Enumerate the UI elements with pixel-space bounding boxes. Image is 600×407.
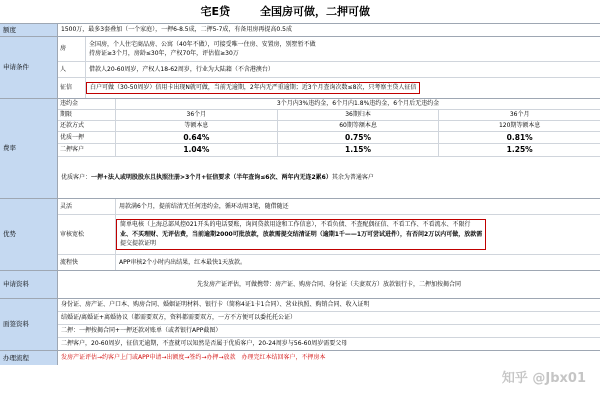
process-speed-label: 流程快	[58, 255, 116, 270]
credit-text: 白户可做（30-50周岁）信用卡出现N就可做，当前无逾期，2年内无严重逾期；近3个月查询次数≤8次，只考察主贷人征信	[86, 82, 420, 94]
product-brand: 宅E贷	[200, 4, 230, 18]
sign-docs-row	[0, 299, 600, 351]
repay-col-1: 等额本息	[116, 121, 278, 131]
person-label: 人	[58, 62, 86, 77]
process-flow-label: 办理流程	[0, 351, 58, 365]
first-lien-line	[58, 132, 600, 144]
violation-line	[58, 99, 600, 110]
person-line	[58, 62, 600, 78]
second-lien-rate-1: 1.04%	[116, 144, 278, 155]
first-lien-rate-2: 0.75%	[278, 132, 440, 143]
second-lien-rate-2: 1.15%	[278, 144, 440, 155]
process-speed-text: APP审核2个小时内出结果，红本最快1天放款。	[119, 258, 246, 266]
second-lien-label: 二押客户	[58, 144, 116, 155]
sheet-title-row	[0, 0, 600, 24]
sign-docs-label: 面签资料	[0, 299, 58, 350]
review-line	[58, 215, 600, 255]
repay-label: 还款方式	[58, 121, 116, 131]
apply-docs-row	[0, 271, 600, 299]
period-line	[58, 110, 600, 121]
apply-docs-text: 先发房产证评估，可做携带：房产证、购房合同、身份证（夫妻双方）放款银行卡，二押加按揭合同	[196, 280, 461, 288]
quota-text: 1500万，最多3套叠加（一个家庭），一押6-8.5成，二押5-7成，有备用房再提高0.5成	[61, 25, 292, 33]
sign-docs-text-2: 结婚证/离婚证+离婚协议（都需要双方，资料都需要双方，一方不方便可以委托托公证）	[58, 312, 600, 325]
quota-row	[0, 24, 600, 37]
flex-text: 用款满6个月，提前结清无任何违约金，循环动用3笔，随借随还	[119, 202, 289, 210]
conditions-row	[0, 37, 600, 99]
repay-col-2: 60期等额本息	[278, 121, 440, 131]
period-label: 期限	[58, 110, 116, 120]
review-text-3: 提交提款证明	[120, 240, 157, 248]
process-flow-tail: 办理完红本结回客户，不押房本	[241, 354, 326, 362]
second-lien-line	[58, 144, 600, 156]
fees-row	[0, 99, 600, 199]
premium-client-note	[58, 157, 600, 198]
quota-label: 额度	[0, 24, 58, 36]
first-lien-rate-3: 0.81%	[506, 133, 533, 142]
process-speed-line	[58, 255, 600, 270]
house-text-1: 全国房，个人住宅商品房、公寓（40年不做），可接受唯一住房、安置房，别墅暂不做	[89, 40, 316, 48]
process-flow-text: 发房产证评估→约客户上门或APP申请→出额度→签约→办押→放款	[61, 354, 236, 362]
first-lien-rate-1: 0.64%	[116, 132, 278, 143]
repay-col-3: 120期等额本息	[498, 122, 541, 130]
note-criteria: 一押+法人或明股股东且执照注册>3个月+征信要求（半年查询≤6次、两年内无连2累6）	[91, 173, 332, 181]
process-flow-row	[0, 351, 600, 365]
advantages-label: 优势	[0, 199, 58, 270]
sign-docs-text-3: 二押：一押按揭合同+一押还款对账单（或者银行APP截图）	[58, 325, 600, 338]
sign-docs-text-1: 身份证、房产证、户口本、购房合同、婚姻证明材料、银行卡（简称4证1卡1合同）、营业执照、购销合同、收入证明	[58, 299, 600, 312]
house-line	[58, 37, 600, 62]
period-col-3: 36个月	[509, 111, 530, 119]
violation-text: 3个月内3%违约金，6个月内1.8%违约金，6个月后无违约金	[276, 100, 440, 108]
apply-docs-label: 申请资料	[0, 271, 58, 298]
house-label: 房	[58, 37, 86, 61]
person-text: 借款人20-60周岁，产权人18-62周岁，行业为大陆籍（不含港澳台）	[89, 66, 274, 74]
conditions-label: 申请条件	[0, 37, 58, 98]
repay-line	[58, 121, 600, 132]
flex-label: 灵活	[58, 199, 116, 214]
note-suffix: 其余为普通客户	[331, 173, 374, 181]
review-label: 审核宽松	[58, 215, 116, 254]
advantages-row	[0, 199, 600, 271]
review-text-1: 简单电核（上海总部风控021开头的电话要账，询问贷款用途和工作信息），不看负债、不查配偶征信、不看工作、不看流水、不限行	[120, 221, 471, 229]
note-prefix: 优质客户：	[61, 173, 92, 181]
credit-label: 征信	[58, 78, 86, 98]
review-text-2: 业、不买理财、无评估费，当前逾期2000可批放款，放款需提交结清证明（逾期1千——1万可尝试进件），有否问2万以内可做，放款需	[120, 230, 483, 238]
product-slogan: 全国房可做，二押可做	[260, 4, 370, 18]
flex-line	[58, 199, 600, 215]
first-lien-label: 优质一押	[58, 132, 116, 143]
fees-label: 费率	[0, 99, 58, 198]
house-text-2: 持房证≥3个月，房龄≤30年，产权70年，评估值≥30万	[89, 50, 239, 58]
second-lien-rate-3: 1.25%	[506, 145, 533, 155]
period-col-1: 36个月	[116, 110, 278, 120]
zhihu-watermark: 知乎 @Jbx01	[501, 370, 586, 386]
sign-docs-text-4: 二押客户，20-60周岁，征信无逾期，不查就可以知然是否属于优质客户，20-24周岁与56-60周岁需要父母	[61, 340, 348, 348]
period-col-2: 36期归本	[278, 110, 440, 120]
credit-line	[58, 78, 600, 98]
violation-label: 违约金	[58, 99, 116, 109]
